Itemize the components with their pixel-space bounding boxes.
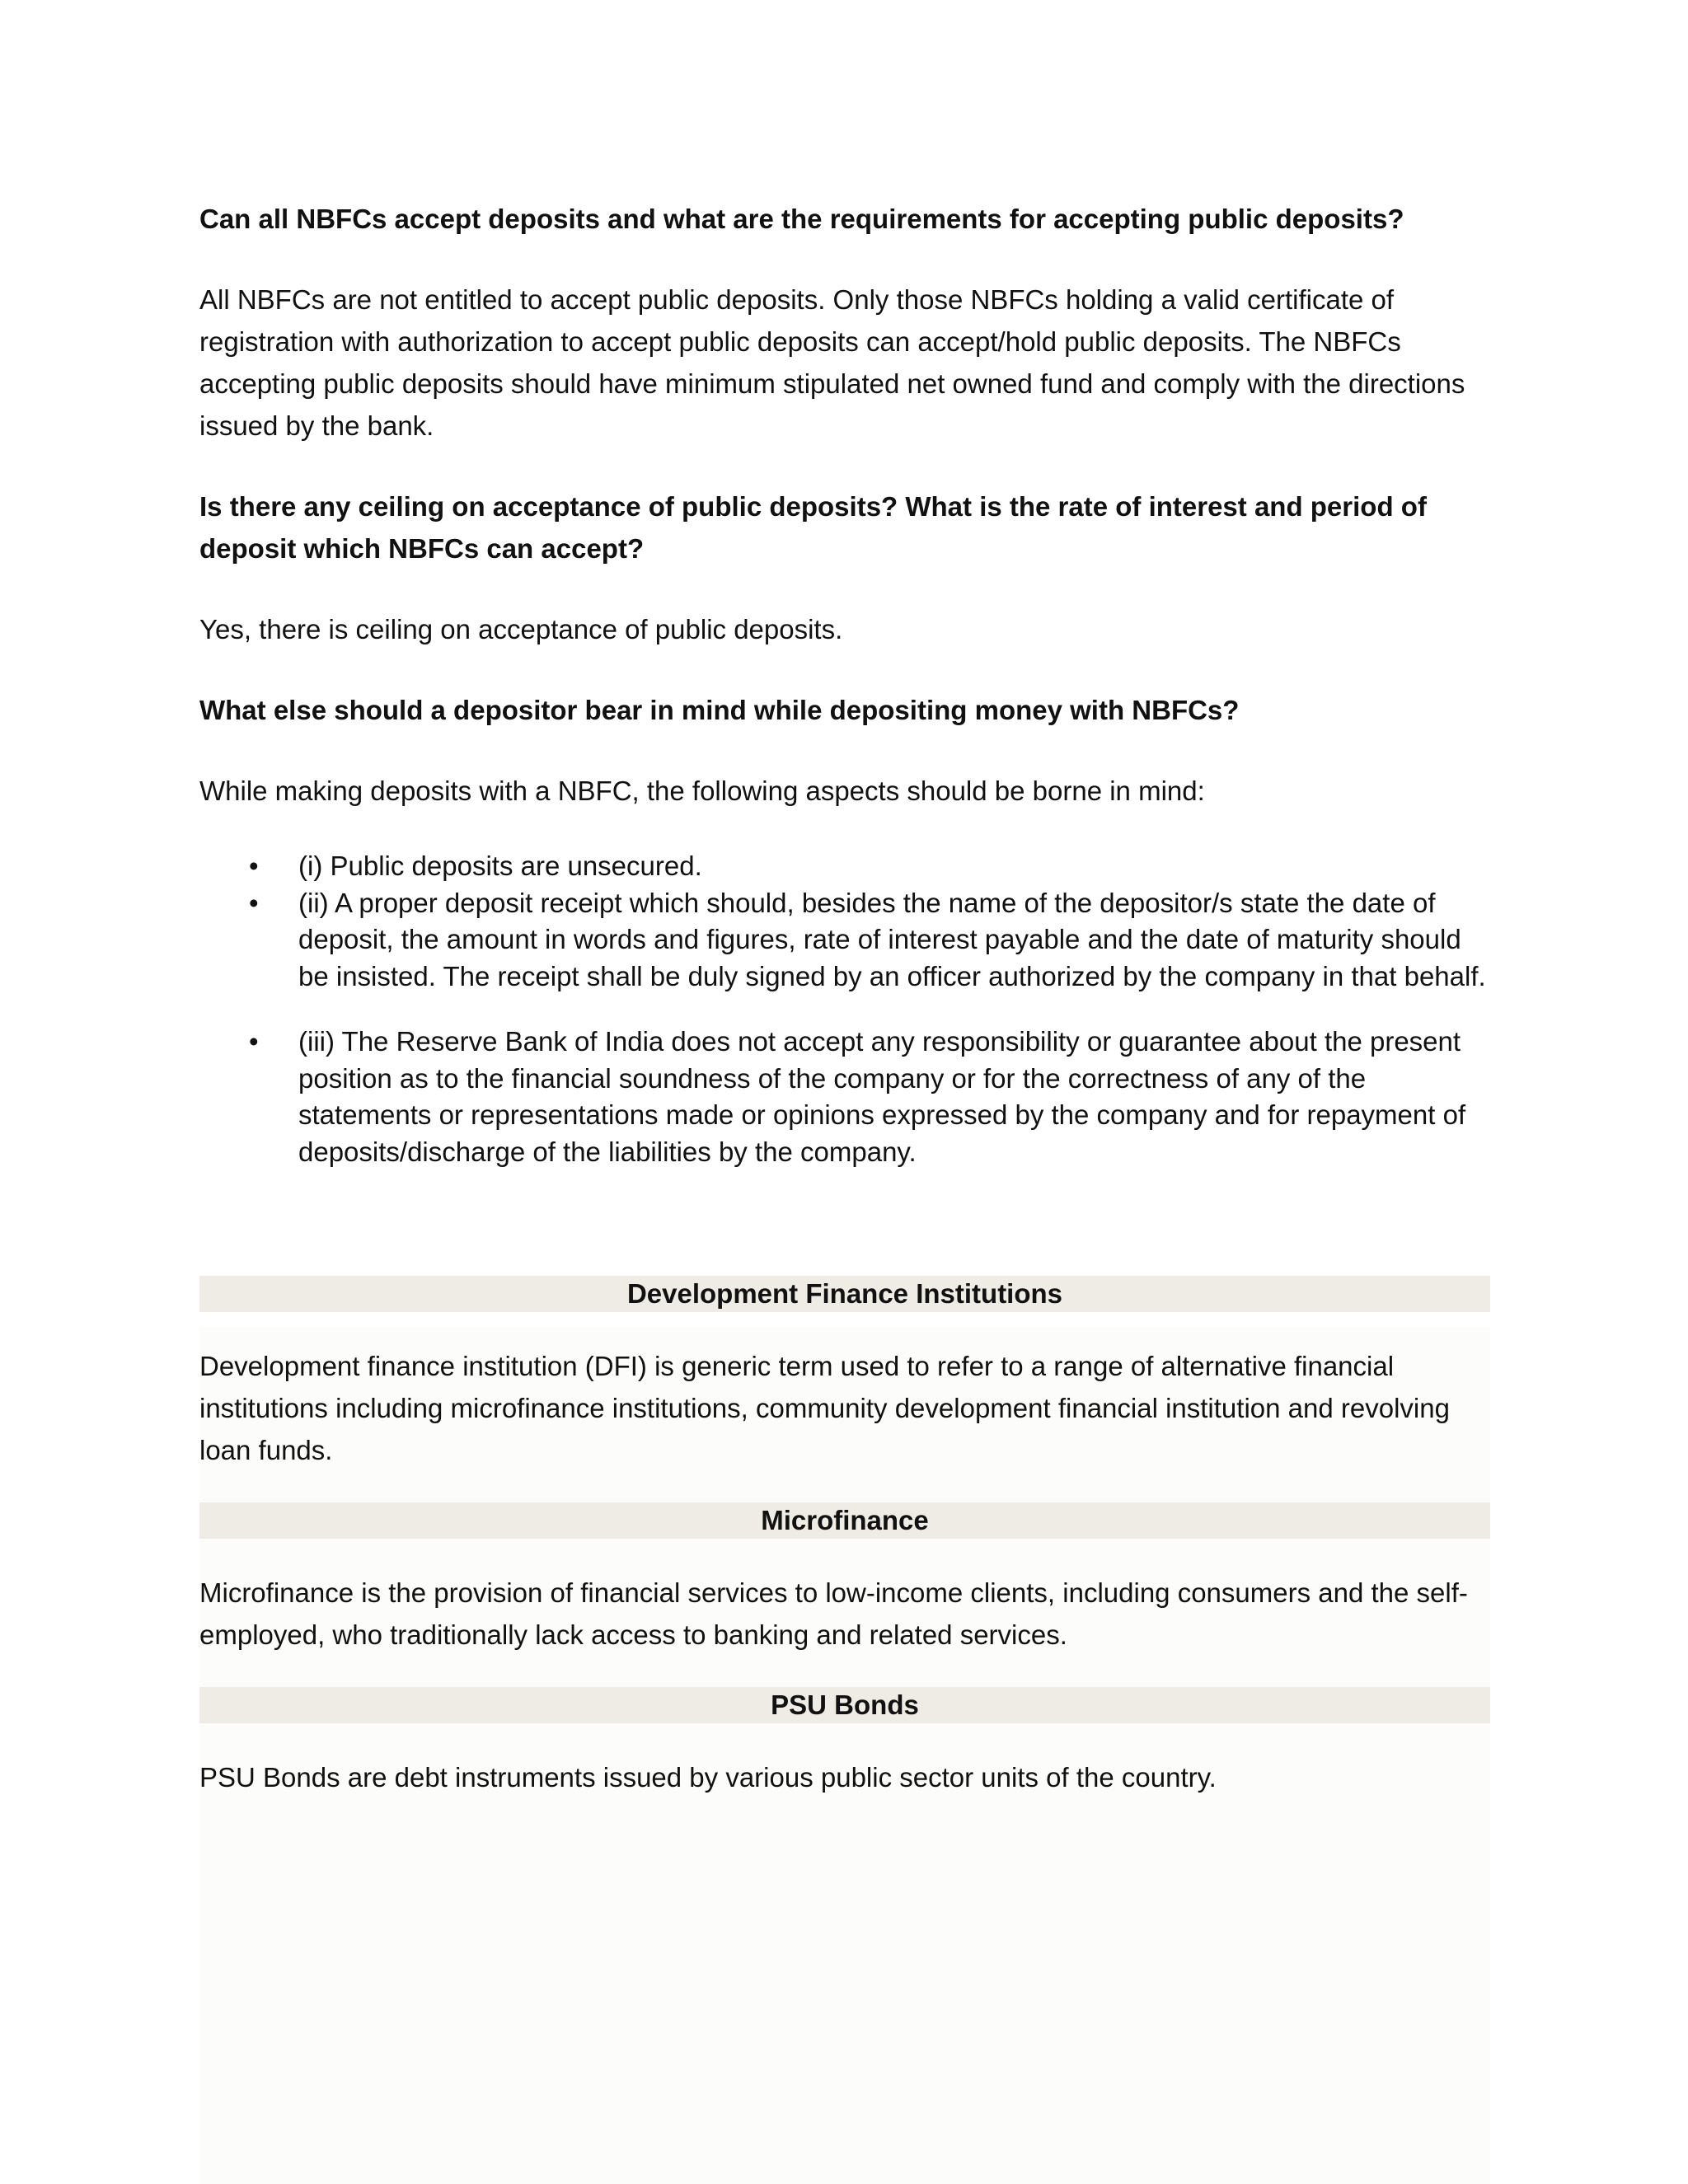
faq-answer-2: Yes, there is ceiling on acceptance of public deposits. xyxy=(199,614,843,644)
section-body-psu-bonds: PSU Bonds are debt instruments issued by various public sector units of the country. xyxy=(199,1762,1217,1793)
faq-question-1: Can all NBFCs accept deposits and what are the requirements for accepting public deposits? xyxy=(199,204,1404,234)
list-item-text: (ii) A proper deposit receipt which should, besides the name of the depositor/s state the date of deposit, the amount in words and figures, rate of interest payable and the date of maturity should be insisted. The receipt shall be duly signed by an officer authorized by the company in that behalf. xyxy=(298,887,1486,991)
faq-question-2: Is there any ceiling on acceptance of public deposits? What is the rate of interest and period of deposit which NBFCs can accept? xyxy=(199,491,1427,564)
faq-question-3: What else should a depositor bear in mind while depositing money with NBFCs? xyxy=(199,695,1240,725)
section-body-dfi: Development finance institution (DFI) is generic term used to refer to a range of alternative financial institutions including microfinance institutions, community development financial institution and revolving loan funds. xyxy=(199,1351,1450,1465)
document-body xyxy=(199,198,1490,1798)
section-body-microfinance: Microfinance is the provision of financial services to low-income clients, including consumers and the self-employed, who traditionally lack access to banking and related services. xyxy=(199,1577,1468,1650)
section-heading-psu-bonds: PSU Bonds xyxy=(199,1687,1490,1723)
depositor-aspects-list xyxy=(199,848,1490,1170)
bullet-icon: • xyxy=(249,887,259,918)
section-heading-dfi: Development Finance Institutions xyxy=(199,1276,1490,1312)
list-item xyxy=(199,1024,1490,1170)
list-item-text: (i) Public deposits are unsecured. xyxy=(298,851,702,881)
list-item xyxy=(199,848,1490,885)
list-item-text: (iii) The Reserve Bank of India does not accept any responsibility or guarantee about the present position as to the financial soundness of the company or for the correctness of any of the statements or representations made or opinions expressed by the company and for repayment of deposits/discharge of the liabilities by the company. xyxy=(298,1026,1466,1167)
list-item xyxy=(199,885,1490,996)
section-heading-microfinance: Microfinance xyxy=(199,1502,1490,1539)
bullet-icon: • xyxy=(249,851,259,881)
faq-answer-1: All NBFCs are not entitled to accept public deposits. Only those NBFCs holding a valid certificate of registration with authorization to accept public deposits can accept/hold public deposits. The NBFCs accepting public deposits should have minimum stipulated net owned fund and comply with the directions issued by the bank. xyxy=(199,284,1465,441)
faq-answer-3: While making deposits with a NBFC, the following aspects should be borne in mind: xyxy=(199,776,1205,806)
bullet-icon: • xyxy=(249,1026,259,1057)
